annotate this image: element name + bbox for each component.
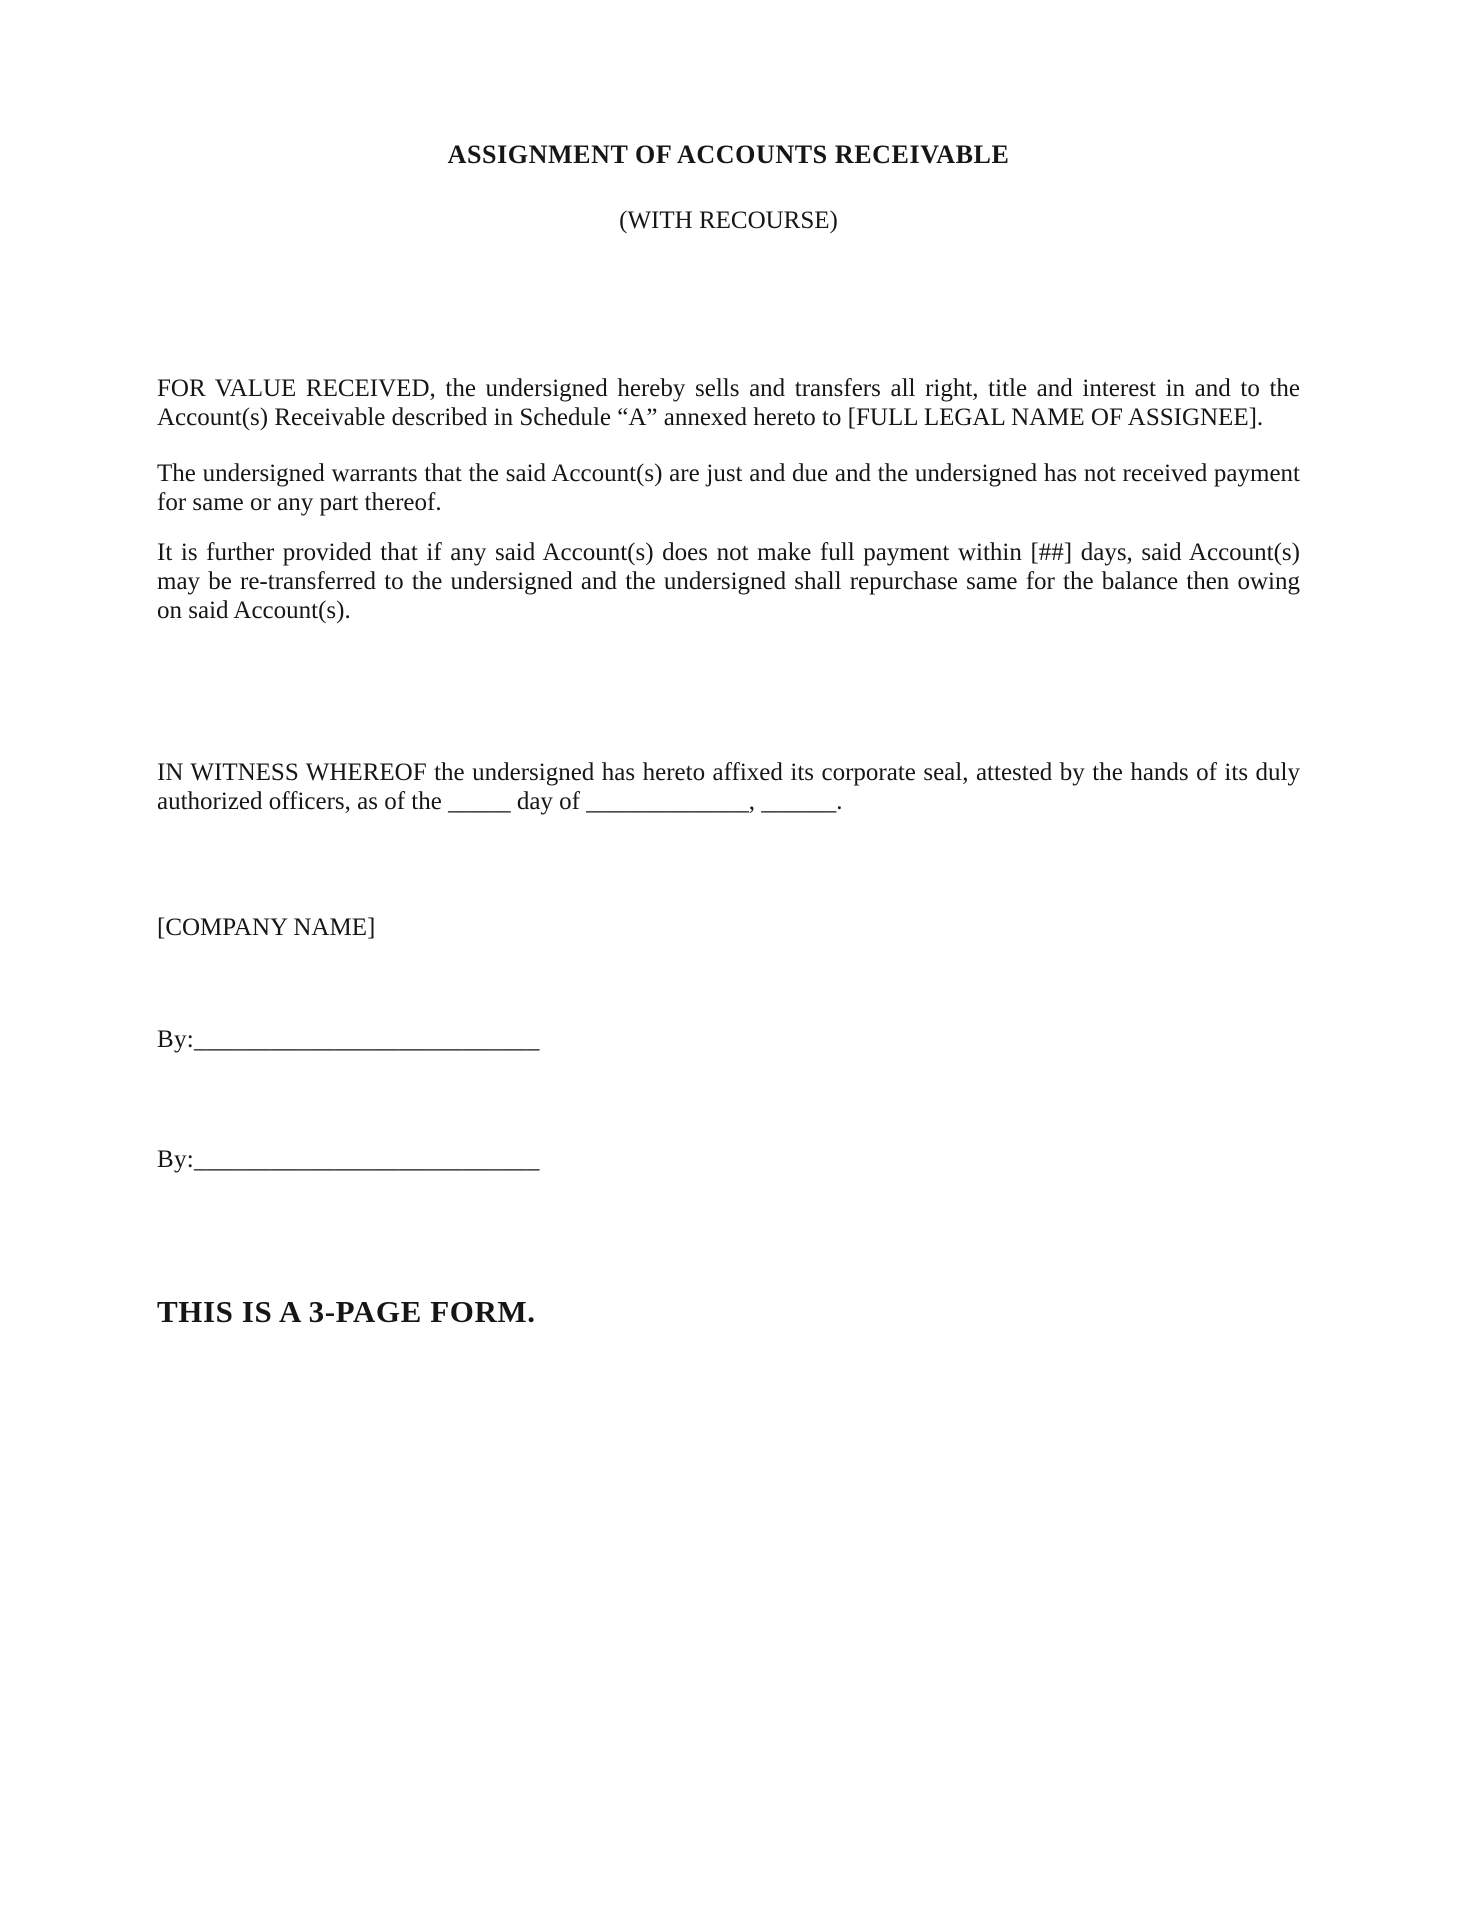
witness-clause: IN WITNESS WHEREOF the undersigned has hereto affixed its corporate seal, attested by the hands of its duly authorized officers, as of the _____ day of _____________, ______. (157, 759, 1300, 815)
by-label: By: (157, 1026, 195, 1053)
document-subtitle: (WITH RECOURSE) (619, 207, 838, 234)
paragraph-warranty: The undersigned warrants that the said Account(s) are just and due and the undersigned has not received payment for same or any part thereof. (157, 460, 1300, 516)
page-count-note: THIS IS A 3-PAGE FORM. (157, 1294, 536, 1329)
by-label: By: (157, 1146, 195, 1173)
paragraph-recourse: It is further provided that if any said Account(s) does not make full payment within [##] days, said Account(s) may be re-transferred to the undersigned and the undersigned shall repurchase same for the balance then owing on said Account(s). (157, 539, 1300, 624)
paragraph-consideration: FOR VALUE RECEIVED, the undersigned hereby sells and transfers all right, title and interest in and to the Account(s) Receivable described in Schedule “A” annexed hereto to [FULL LEGAL NAME OF ASSIGNEE]. (157, 375, 1300, 431)
signature-line: ___________________________ (194, 1146, 540, 1173)
signature-block-1 (157, 1025, 1300, 1054)
company-name-placeholder: [COMPANY NAME] (157, 914, 376, 941)
signature-line: ___________________________ (194, 1026, 540, 1053)
document-title: ASSIGNMENT OF ACCOUNTS RECEIVABLE (447, 140, 1010, 169)
signature-block-2 (157, 1145, 1300, 1174)
